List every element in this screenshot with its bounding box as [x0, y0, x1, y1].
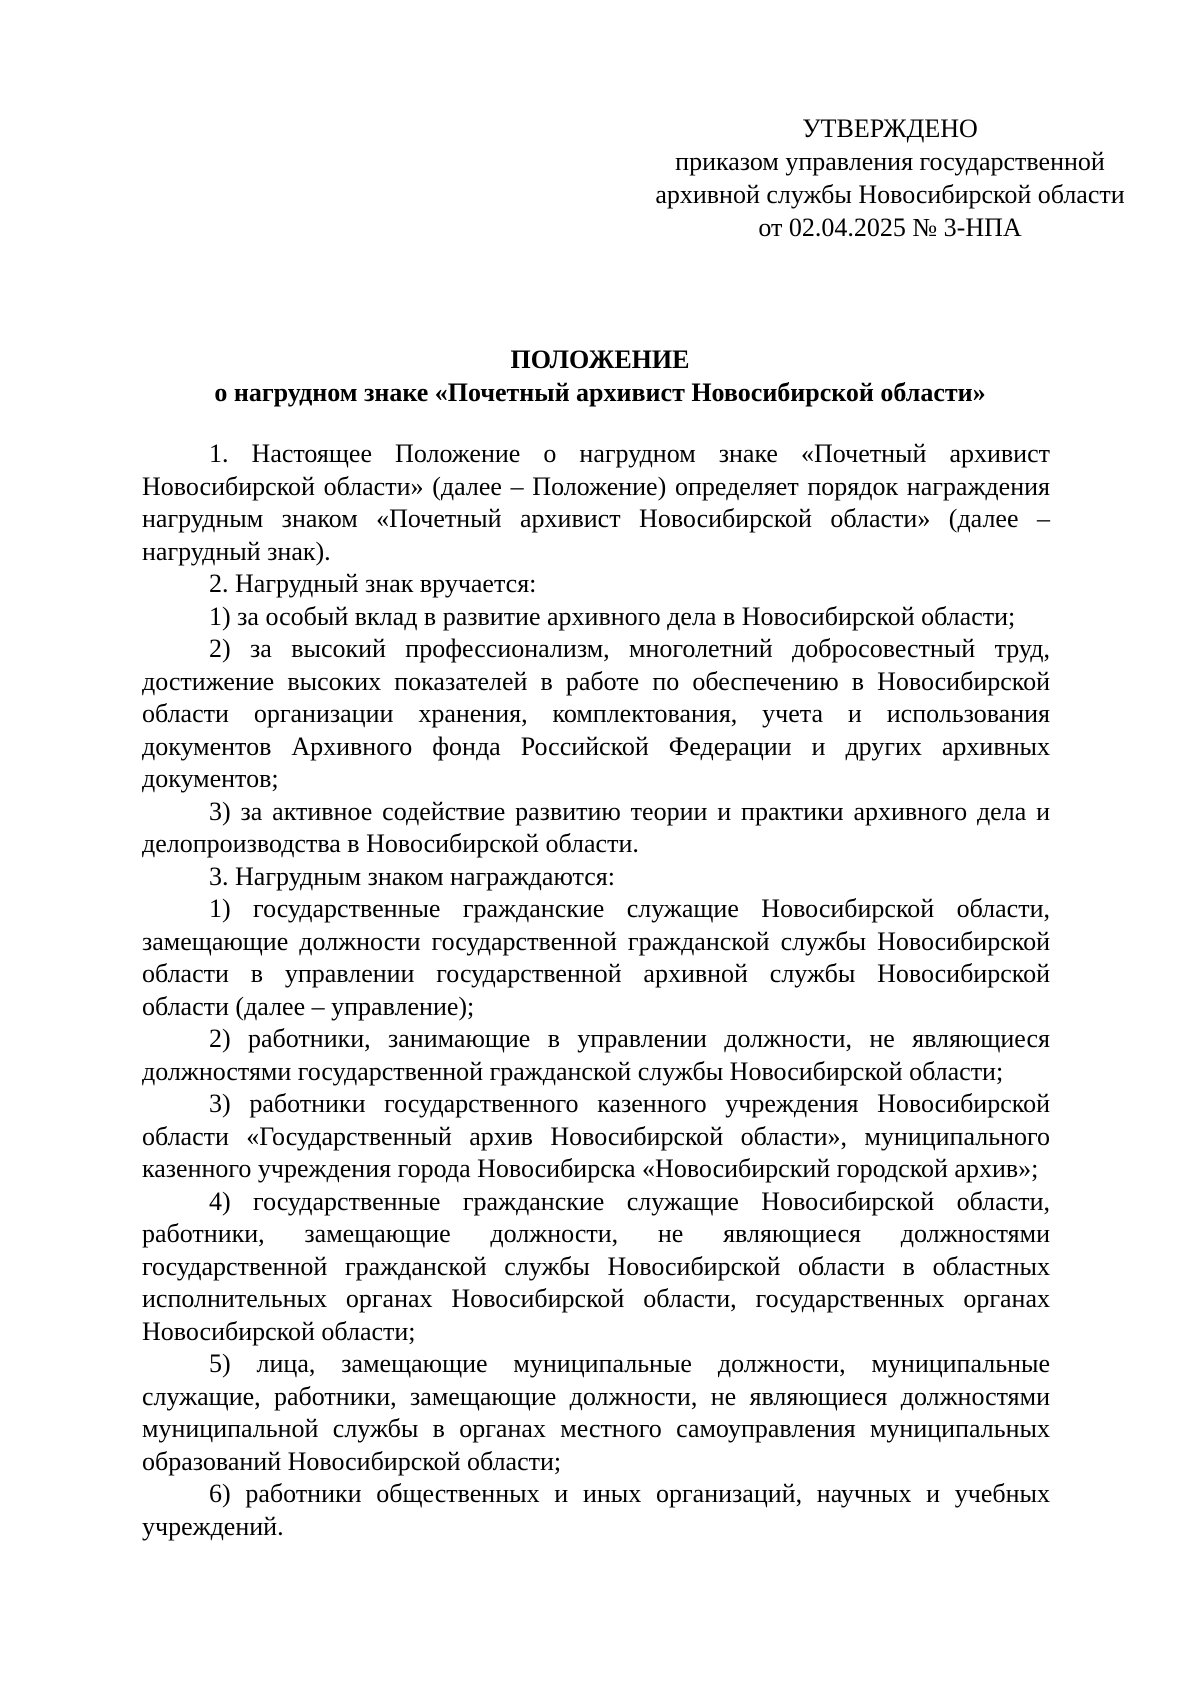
document-subtitle: о нагрудном знаке «Почетный архивист Новосибирской области» [214, 378, 986, 407]
approval-line-date-number: от 02.04.2025 № 3-НПА [758, 213, 1022, 242]
paragraph-3-item-2: 2) работники, занимающие в управлении должности, не являющиеся должностями государственной гражданской службы Новосибирской области; [142, 1024, 1050, 1086]
document-title: ПОЛОЖЕНИЕ [510, 345, 690, 374]
paragraph-3-item-1: 1) государственные гражданские служащие Новосибирской области, замещающие должности государственной гражданской службы Новосибирской области в управлении государственной архивной службы Новосибирской области (далее – управление); [142, 894, 1050, 1021]
approval-line-order: приказом управления государственной [675, 147, 1105, 176]
paragraph-2-item-2: 2) за высокий профессионализм, многолетний добросовестный труд, достижение высоких показателей в работе по обеспечению в Новосибирской области организации хранения, комплектования, учета и использования документов Архивного фонда Российской Федерации и других архивных документов; [142, 634, 1050, 793]
paragraph-3: 3. Нагрудным знаком награждаются: [209, 861, 615, 891]
approval-stamp: УТВЕРЖДЕНО [802, 114, 978, 143]
approval-block [620, 112, 1160, 244]
approval-line-agency: архивной службы Новосибирской области [655, 180, 1125, 209]
paragraph-2-item-1: 1) за особый вклад в развитие архивного дела в Новосибирской области; [209, 601, 1016, 631]
document-title-block [140, 343, 1060, 409]
paragraph-3-item-3: 3) работники государственного казенного учреждения Новосибирской области «Государственный архив Новосибирской области», муниципального казенного учреждения города Новосибирска «Новосибирский городской архив»; [142, 1089, 1050, 1183]
paragraph-3-item-6: 6) работники общественных и иных организаций, научных и учебных учреждений. [142, 1479, 1050, 1541]
paragraph-2-item-3: 3) за активное содействие развитию теории и практики архивного дела и делопроизводства в Новосибирской области. [142, 796, 1050, 858]
paragraph-3-item-5: 5) лица, замещающие муниципальные должности, муниципальные служащие, работники, замещающие должности, не являющиеся должностями муниципальной службы в органах местного самоуправления муниципальных образований Новосибирской области; [142, 1349, 1050, 1476]
paragraph-1: 1. Настоящее Положение о нагрудном знаке «Почетный архивист Новосибирской области» (далее – Положение) определяет порядок награждения нагрудным знаком «Почетный архивист Новосибирской области» (далее – нагрудный знак). [142, 439, 1050, 566]
paragraph-2: 2. Нагрудный знак вручается: [209, 569, 537, 598]
document-body [142, 438, 1050, 1543]
paragraph-3-item-4: 4) государственные гражданские служащие Новосибирской области, работники, замещающие должности, не являющиеся должностями государственной гражданской службы Новосибирской области в областных исполнительных органах Новосибирской области, государственных органах Новосибирской области; [142, 1186, 1050, 1346]
